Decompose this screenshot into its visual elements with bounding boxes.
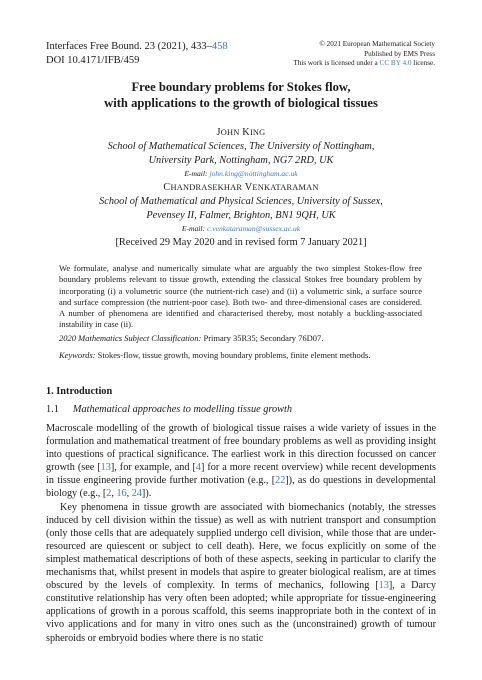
body-text (46, 422, 436, 645)
affiliation: School of Mathematical Sciences, The University of Nottingham, (107, 141, 375, 152)
copyright-line: © 2021 European Mathematical Society (319, 40, 435, 48)
doi: DOI 10.4171/IFB/459 (46, 55, 140, 66)
copyright-block (293, 40, 435, 69)
author-name: CHANDRASEKHAR VENKATARAMAN (163, 182, 319, 193)
author-email: E-mail: john.king@nottingham.ac.uk (184, 168, 298, 178)
page-end-link[interactable]: 458 (211, 41, 228, 52)
journal-citation: Interfaces Free Bound. 23 (2021), 433–458 (46, 41, 228, 52)
email-link[interactable]: john.king@nottingham.ac.uk (209, 168, 298, 178)
license-line: This work is licensed under a CC BY 4.0 license. (293, 59, 435, 68)
citation-link[interactable]: 4 (195, 462, 201, 474)
email-link[interactable]: c.venkataraman@sussex.ac.uk (206, 223, 301, 233)
keywords: Keywords: Stokes-flow, tissue growth, moving boundary problems, finite element methods. (59, 350, 371, 360)
affiliation-address: Pevensey II, Falmer, Brighton, BN1 9QH, UK (146, 209, 336, 221)
subsection-heading: 1.1 Mathematical approaches to modelling tissue growth (46, 404, 293, 415)
citation-link[interactable]: 2 (106, 488, 112, 500)
citation-link[interactable]: 24 (131, 488, 142, 500)
citation-link[interactable]: 13 (378, 580, 389, 592)
citation-link[interactable]: 13 (100, 462, 111, 474)
citation-link[interactable]: 22 (275, 475, 286, 487)
section-heading: 1. Introduction (46, 386, 113, 397)
paper-title: Free boundary problems for Stokes flow, with applications to the growth of biological tissues (104, 80, 378, 110)
author-2 (0, 181, 482, 235)
paragraph-1: Macroscale modelling of the growth of biological tissue raises a wide variety of issues in the formulation and mathematical treatment of free boundary problems as well as providing insight into questions of practical significance. The earliest work in this direction focussed on cancer growth (see [13], for example, and [4] for a more recent overview) while recent developments in tissue engineering provide further motivation (e.g., [22]), as do questions in developmental biology (e.g., [2, 16, 24]). (46, 423, 436, 500)
abstract: We formulate, analyse and numerically simulate what are arguably the two simplest Stokes-flow free boundary problems relevant to tissue growth, extending the classical Stokes free boundary problem by incorporating (i) a volumetric source (the nutrient-rich case) and (ii) a volumetric sink, a surface source and surface compression (the nutrient-poor case). Both two- and three-dimensional cases are considered. A number of phenomena are identified and characterised thereby, most notably a buckling-associated instability in case (ii). (59, 263, 422, 330)
publisher-line: Published by EMS Press (364, 49, 435, 58)
citation-link[interactable]: 16 (116, 488, 127, 500)
msc-classification: 2020 Mathematics Subject Classification: Primary 35R35; Secondary 76D07. (59, 333, 324, 343)
paragraph-2: Key phenomena in tissue growth are associated with biomechanics (notably, the stresses induced by cell division within the tissue) as well as with nutrient transport and consumption (only those cells that are adequately supplied undergo cell division, while those that are under-resourced are quiescent or subject to cell death). Here, we focus explicitly on some of the simplest mathematical descriptions of both of these aspects, seeking in particular to clarify the mechanisms that, whilst present in models that aspire to greater biological realism, are at times obscured by the levels of complexity. In terms of mechanics, following [13], a Darcy constitutive relationship has very often been adopted; while appropriate for tissue-engineering applications of growth in a porous scaffold, this seems inappropriate both in the context of in vivo applications and for many in vitro ones such as the (unconstrained) growth of tumour spheroids or embryoid bodies where there is no static (46, 501, 436, 644)
author-1 (0, 126, 482, 180)
author-email: E-mail: c.venkataraman@sussex.ac.uk (181, 223, 301, 233)
affiliation: School of Mathematical and Physical Sciences, University of Sussex, (99, 196, 383, 207)
received-dates: [Received 29 May 2020 and in revised form 7 January 2021] (115, 237, 367, 248)
author-name: JOHN KING (216, 127, 266, 138)
journal-header (46, 40, 228, 68)
affiliation-address: University Park, Nottingham, NG7 2RD, UK (148, 154, 334, 166)
license-link[interactable]: CC BY 4.0 (379, 59, 412, 68)
